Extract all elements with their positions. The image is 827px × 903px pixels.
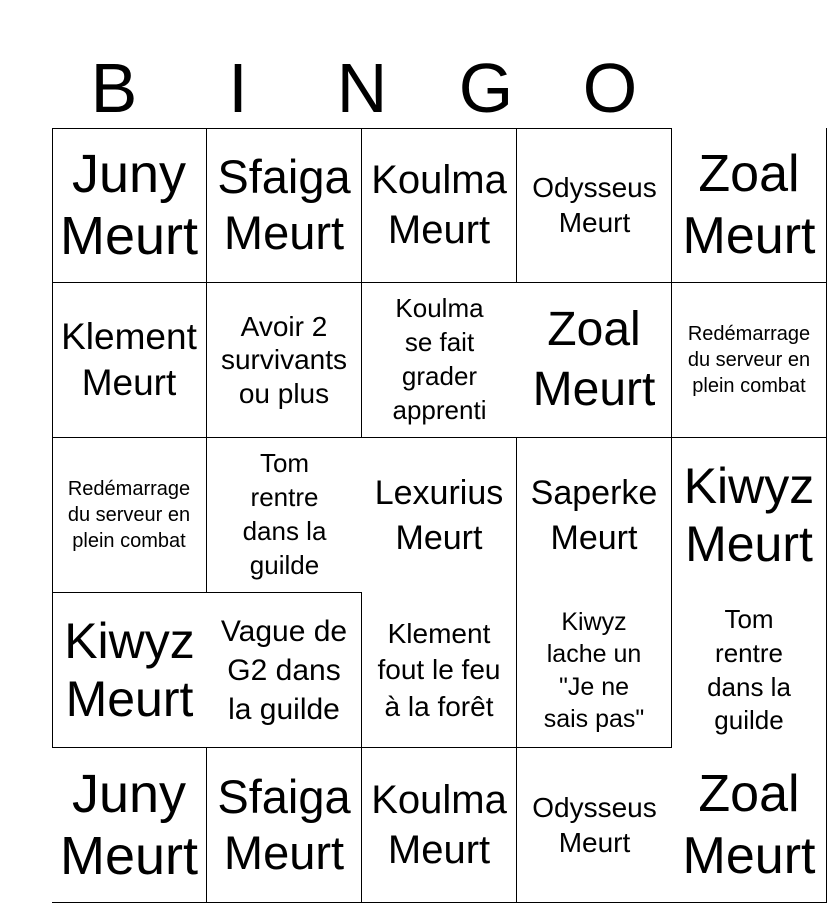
- bingo-cell-5-3[interactable]: Koulma Meurt: [362, 748, 517, 903]
- header-letter-g: G: [458, 49, 514, 127]
- bingo-cell-3-3[interactable]: Lexurius Meurt: [362, 438, 517, 593]
- bingo-cell-4-1[interactable]: Kiwyz Meurt: [64, 613, 195, 727]
- bingo-grid: [52, 128, 816, 886]
- bingo-cell-5-5[interactable]: Zoal Meurt: [672, 748, 827, 903]
- bingo-cell-4-2[interactable]: Vague de G2 dans la guilde: [207, 593, 362, 748]
- bingo-header: [52, 49, 672, 127]
- bingo-cell-4-4[interactable]: Kiwyz lache un "Je ne sais pas": [517, 593, 672, 748]
- bingo-cell-5-1[interactable]: Juny Meurt: [52, 748, 207, 903]
- bingo-cell-2-4[interactable]: Zoal Meurt: [517, 283, 672, 438]
- bingo-cell-1-2[interactable]: Sfaiga Meurt: [207, 128, 362, 283]
- header-letter-b: B: [90, 49, 138, 127]
- bingo-cell-2-3[interactable]: Koulma se fait grader apprenti: [362, 283, 517, 438]
- bingo-cell-5-2[interactable]: Sfaiga Meurt: [207, 748, 362, 903]
- header-letter-i: I: [228, 49, 248, 127]
- bingo-cell-1-1[interactable]: Juny Meurt: [52, 128, 207, 283]
- bingo-cell-1-5[interactable]: Zoal Meurt: [672, 128, 827, 283]
- bingo-cell-4-3[interactable]: Klement fout le feu à la forêt: [362, 593, 517, 748]
- bingo-cell-3-2[interactable]: Tom rentre dans la guilde: [207, 438, 362, 593]
- bingo-cell-5-4[interactable]: Odysseus Meurt: [517, 748, 672, 903]
- header-letter-n: N: [336, 49, 388, 127]
- bingo-cell-1-4[interactable]: Odysseus Meurt: [517, 128, 672, 283]
- bingo-cell-3-1[interactable]: Redémarrage du serveur en plein combat: [52, 438, 207, 593]
- bingo-cell-1-3[interactable]: Koulma Meurt: [362, 128, 517, 283]
- bingo-cell-3-5[interactable]: Kiwyz Meurt: [672, 438, 827, 593]
- bingo-cell-3-4[interactable]: Saperke Meurt: [517, 438, 672, 593]
- bingo-cell-4-5[interactable]: Tom rentre dans la guilde: [672, 593, 827, 748]
- bingo-cell-2-2[interactable]: Avoir 2 survivants ou plus: [207, 283, 362, 438]
- bingo-cell-2-5[interactable]: Redémarrage du serveur en plein combat: [672, 283, 827, 438]
- bingo-cell-2-1[interactable]: Klement Meurt: [52, 283, 207, 438]
- header-letter-o: O: [582, 49, 638, 127]
